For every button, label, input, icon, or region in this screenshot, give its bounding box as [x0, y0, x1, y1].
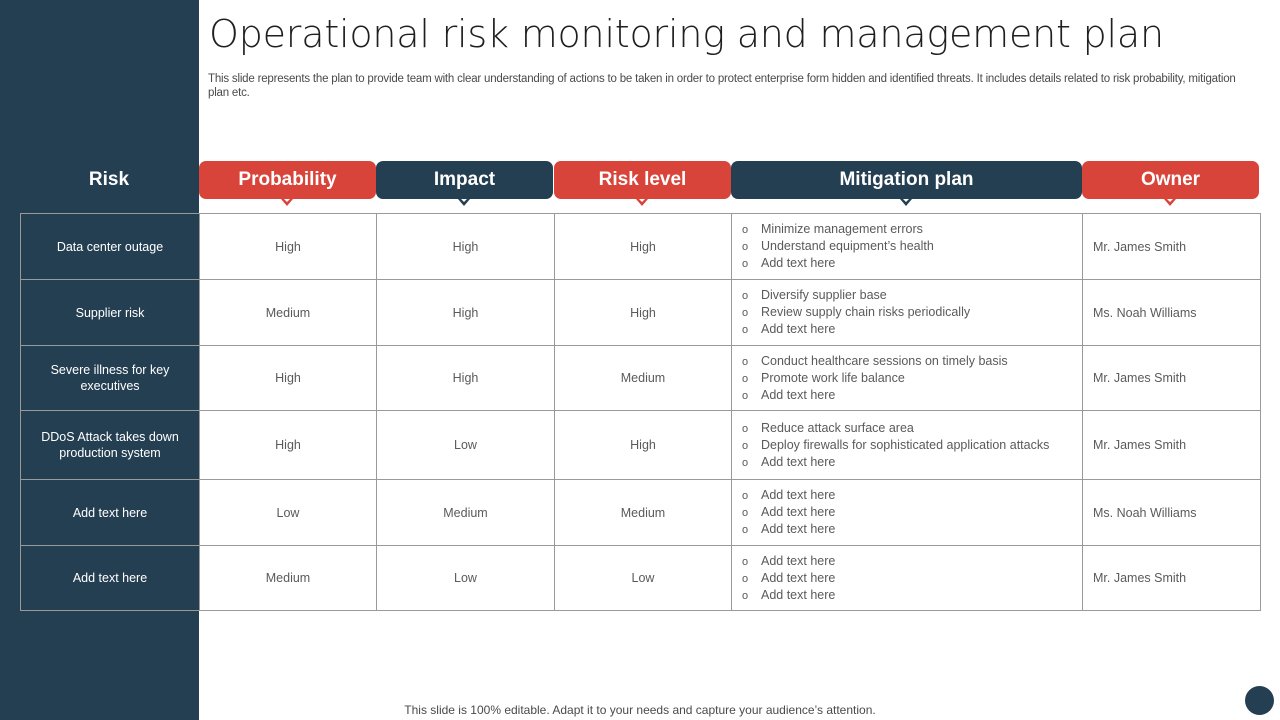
mitigation-item — [742, 553, 1076, 570]
circle-bullet-icon: o — [742, 290, 749, 302]
mitigation-text: Diversify supplier base — [761, 288, 887, 302]
corner-circle-decoration — [1245, 686, 1274, 715]
mitigation-list — [742, 420, 1076, 471]
circle-bullet-icon: o — [742, 324, 749, 336]
mitigation-item — [742, 255, 1076, 272]
impact-cell: High — [377, 346, 555, 411]
circle-bullet-icon: o — [742, 490, 749, 502]
slide-subtitle: This slide represents the plan to provide team with clear understanding of actions to be taken in order to protect enterprise form hidden and identified threats. It includes details related to risk probability, mitigation plan etc. — [208, 73, 1236, 99]
chevron-down-icon — [281, 199, 293, 206]
footer-text: This slide is 100% editable. Adapt it to your needs and capture your audience’s attention. — [404, 703, 876, 717]
risk-level-cell: Medium — [555, 480, 732, 546]
mitigation-cell — [732, 480, 1083, 546]
circle-bullet-icon: o — [742, 507, 749, 519]
header-mitigation-plan: Mitigation plan — [731, 161, 1082, 199]
mitigation-item — [742, 287, 1076, 304]
owner-cell: Ms. Noah Williams — [1083, 480, 1261, 546]
table-row — [21, 280, 1261, 346]
mitigation-cell — [732, 346, 1083, 411]
chevron-down-icon — [1164, 199, 1176, 206]
impact-cell: Low — [377, 411, 555, 480]
chevron-down-icon — [636, 199, 648, 206]
risk-level-cell: Medium — [555, 346, 732, 411]
circle-bullet-icon: o — [742, 258, 749, 270]
impact-cell: Medium — [377, 480, 555, 546]
mitigation-text: Reduce attack surface area — [761, 420, 914, 435]
mitigation-text: Add text here — [761, 587, 836, 602]
mitigation-text: Conduct healthcare sessions on timely basis — [761, 353, 1008, 368]
mitigation-text: Add text here — [761, 505, 836, 519]
circle-bullet-icon: o — [742, 439, 749, 452]
mitigation-list — [742, 553, 1076, 604]
mitigation-item — [742, 221, 1076, 238]
table-row — [21, 346, 1261, 411]
circle-bullet-icon: o — [742, 572, 749, 585]
impact-cell: High — [377, 214, 555, 280]
mitigation-item — [742, 420, 1076, 437]
mitigation-text: Add text here — [761, 488, 836, 502]
impact-cell: High — [377, 280, 555, 346]
circle-bullet-icon: o — [742, 389, 749, 402]
mitigation-text: Add text here — [761, 553, 836, 568]
risk-table — [20, 213, 1261, 611]
mitigation-item — [742, 504, 1076, 521]
header-probability: Probability — [199, 161, 376, 199]
mitigation-item — [742, 238, 1076, 255]
owner-cell: Mr. James Smith — [1083, 214, 1261, 280]
owner-cell: Mr. James Smith — [1083, 346, 1261, 411]
mitigation-item — [742, 387, 1076, 404]
mitigation-text: Add text here — [761, 387, 836, 402]
probability-cell: Medium — [200, 546, 377, 611]
slide-title: Operational risk monitoring and management plan — [209, 12, 1164, 56]
probability-cell: Medium — [200, 280, 377, 346]
mitigation-cell — [732, 280, 1083, 346]
table-row — [21, 546, 1261, 611]
mitigation-text: Deploy firewalls for sophisticated application attacks — [761, 437, 1050, 452]
circle-bullet-icon: o — [742, 524, 749, 536]
table-row — [21, 214, 1261, 280]
header-owner: Owner — [1082, 161, 1259, 199]
owner-cell: Ms. Noah Williams — [1083, 280, 1261, 346]
mitigation-item — [742, 370, 1076, 387]
impact-cell: Low — [377, 546, 555, 611]
circle-bullet-icon: o — [742, 555, 749, 568]
mitigation-cell — [732, 411, 1083, 480]
mitigation-text: Review supply chain risks periodically — [761, 305, 971, 319]
risk-level-cell: High — [555, 214, 732, 280]
risk-name-cell: Add text here — [21, 546, 200, 611]
risk-name-cell: Severe illness for key executives — [21, 346, 200, 411]
circle-bullet-icon: o — [742, 372, 749, 385]
risk-level-cell: Low — [555, 546, 732, 611]
header-risk-level: Risk level — [554, 161, 731, 199]
table-row — [21, 411, 1261, 480]
risk-name-cell: Add text here — [21, 480, 200, 546]
mitigation-item — [742, 587, 1076, 604]
header-risk: Risk — [88, 169, 130, 190]
mitigation-item — [742, 321, 1076, 338]
circle-bullet-icon: o — [742, 422, 749, 435]
mitigation-item — [742, 454, 1076, 471]
header-impact: Impact — [376, 161, 553, 199]
mitigation-text: Add text here — [761, 570, 836, 585]
risk-level-cell: High — [555, 411, 732, 480]
mitigation-text: Promote work life balance — [761, 370, 905, 385]
mitigation-item — [742, 487, 1076, 504]
mitigation-item — [742, 570, 1076, 587]
circle-bullet-icon: o — [742, 589, 749, 602]
risk-level-cell: High — [555, 280, 732, 346]
circle-bullet-icon: o — [742, 241, 749, 253]
chevron-down-icon — [458, 199, 470, 206]
mitigation-item — [742, 353, 1076, 370]
chevron-down-icon — [900, 199, 912, 206]
mitigation-list — [742, 353, 1076, 404]
probability-cell: High — [200, 346, 377, 411]
mitigation-text: Add text here — [761, 454, 836, 469]
probability-cell: High — [200, 214, 377, 280]
mitigation-item — [742, 304, 1076, 321]
probability-cell: Low — [200, 480, 377, 546]
table-row — [21, 480, 1261, 546]
risk-name-cell: DDoS Attack takes down production system — [21, 411, 200, 480]
mitigation-item — [742, 521, 1076, 538]
owner-cell: Mr. James Smith — [1083, 546, 1261, 611]
mitigation-list — [742, 221, 1076, 272]
mitigation-text: Minimize management errors — [761, 222, 923, 236]
mitigation-text: Add text here — [761, 522, 836, 536]
mitigation-cell — [732, 546, 1083, 611]
circle-bullet-icon: o — [742, 456, 749, 469]
circle-bullet-icon: o — [742, 355, 749, 368]
probability-cell: High — [200, 411, 377, 480]
mitigation-list — [742, 487, 1076, 538]
mitigation-text: Add text here — [761, 322, 836, 336]
mitigation-list — [742, 287, 1076, 338]
risk-name-cell: Data center outage — [21, 214, 200, 280]
slide-footer — [0, 703, 1280, 717]
circle-bullet-icon: o — [742, 224, 749, 236]
mitigation-text: Add text here — [761, 256, 836, 270]
owner-cell: Mr. James Smith — [1083, 411, 1261, 480]
mitigation-item — [742, 437, 1076, 454]
risk-name-cell: Supplier risk — [21, 280, 200, 346]
circle-bullet-icon: o — [742, 307, 749, 319]
mitigation-text: Understand equipment’s health — [761, 239, 934, 253]
mitigation-cell — [732, 214, 1083, 280]
